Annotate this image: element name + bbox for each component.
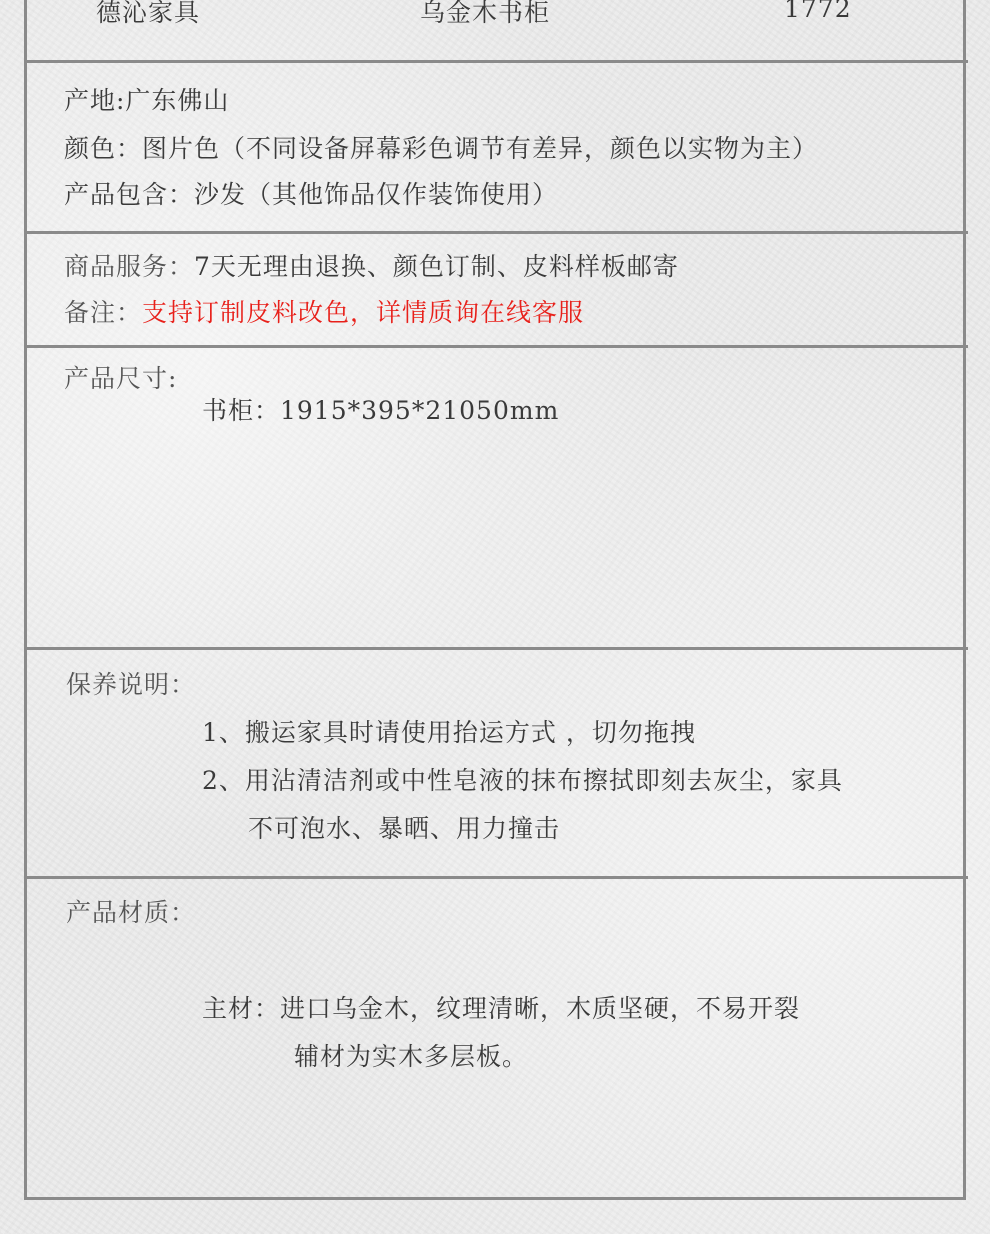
divider [24, 231, 968, 234]
model-number: 1772 [784, 0, 852, 23]
color-text: 颜色：图片色（不同设备屏幕彩色调节有差异，颜色以实物为主） [64, 134, 819, 163]
size-label: 产品尺寸: [64, 364, 178, 393]
care-label: 保养说明： [66, 670, 197, 699]
note-value: 支持订制皮料改色，详情质询在线客服 [142, 298, 585, 327]
service-value: 7天无理由退换、颜色订制、皮料样板邮寄 [194, 252, 679, 281]
divider [24, 876, 968, 879]
service-label: 商品服务： [64, 252, 195, 281]
size-value: 书柜：1915*395*21050mm [202, 396, 560, 425]
package-text: 产品包含：沙发（其他饰品仅作装饰使用） [64, 180, 559, 209]
divider [24, 647, 968, 650]
material-label: 产品材质： [66, 898, 197, 927]
service-row [64, 252, 679, 282]
material-line-2: 辅材为实木多层板。 [294, 1042, 529, 1071]
note-label: 备注： [64, 298, 143, 327]
origin-text: 产地:广东佛山 [64, 86, 230, 115]
note-row [64, 298, 584, 328]
care-line-3: 不可泡水、暴晒、用力撞击 [248, 814, 561, 843]
material-line-1: 主材：进口乌金木，纹理清晰，木质坚硬，不易开裂 [202, 994, 801, 1023]
product-name: 乌金木书柜 [420, 0, 551, 27]
divider [24, 60, 968, 63]
care-line-2: 2、用沾清洁剂或中性皂液的抹布擦拭即刻去灰尘，家具 [202, 766, 843, 795]
divider [24, 345, 968, 348]
brand-name: 德沁家具 [96, 0, 201, 27]
care-line-1: 1、搬运家具时请使用抬运方式 ，切勿拖拽 [202, 718, 696, 747]
